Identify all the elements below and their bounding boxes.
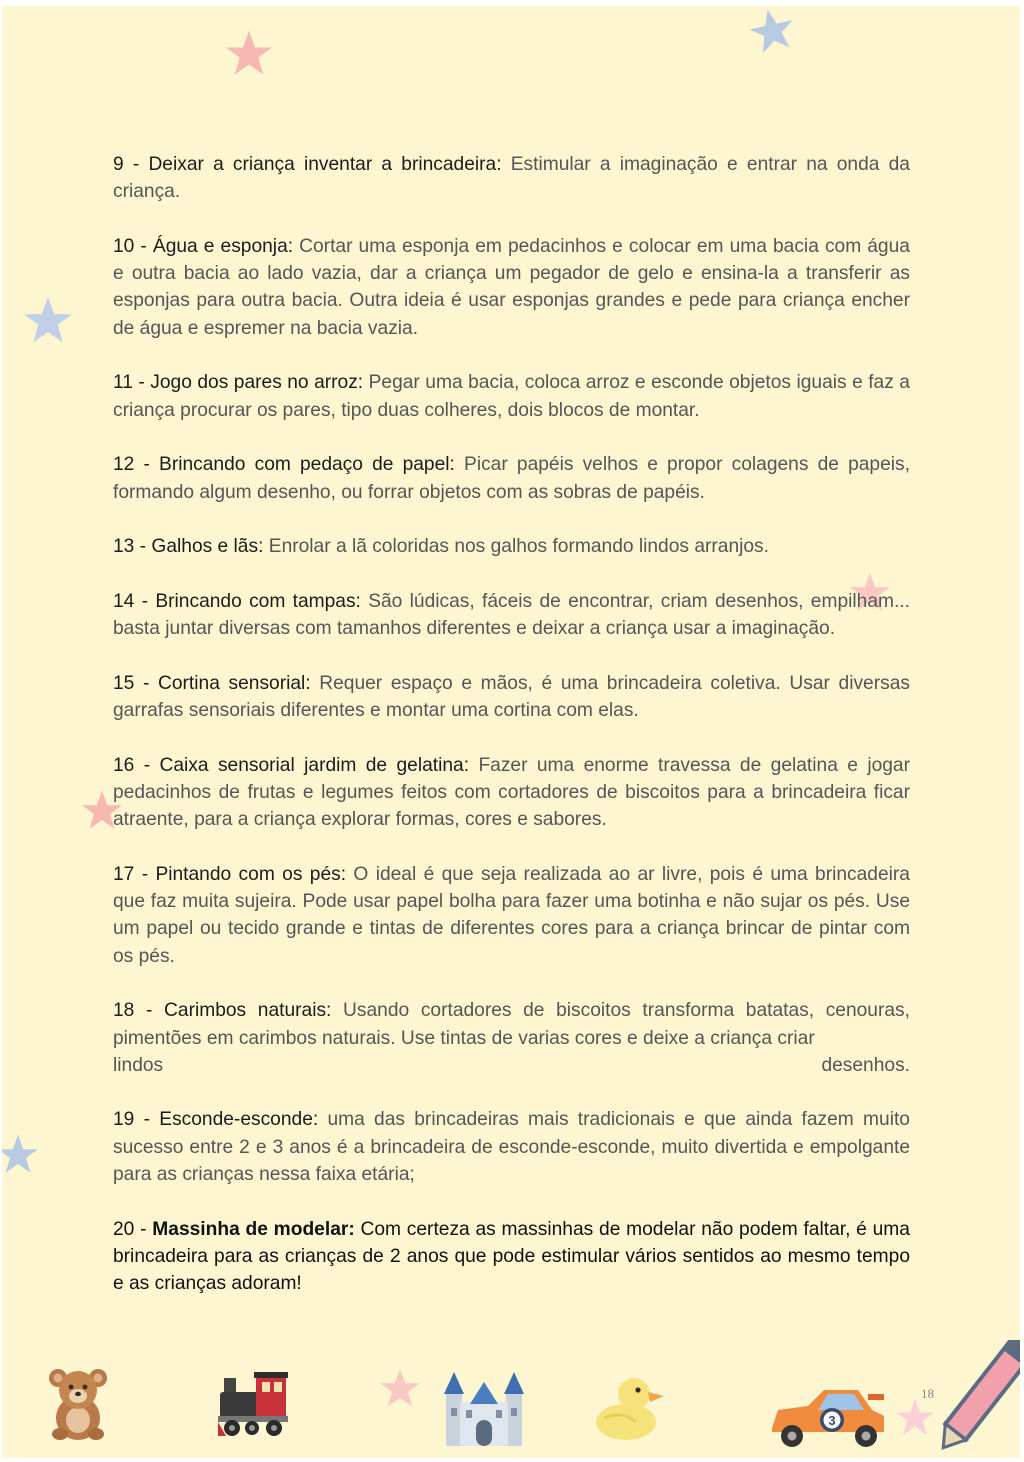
item-title: Esconde-esconde: — [159, 1109, 319, 1131]
item-number: 14 - — [113, 590, 149, 612]
pink-star-icon — [226, 30, 272, 76]
item-text: Picar papéis velhos e propor colagens de papeis, formando algum desenho, ou forrar objetos com as sobras de papéis. — [113, 454, 910, 503]
blue-star-icon — [24, 296, 72, 344]
item-text: Enrolar a lã coloridas nos galhos formando lindos arranjos. — [268, 536, 769, 558]
list-item — [113, 861, 910, 970]
item-number: 19 - — [113, 1109, 150, 1131]
list-item — [113, 451, 910, 506]
item-text: Com certeza as massinhas de modelar não podem faltar, é uma brincadeira para as crianças de 2 anos que pode estimular vários sentidos ao mesmo tempo e as crianças adoram! — [113, 1218, 910, 1295]
item-number: 9 - — [113, 154, 140, 175]
train-icon — [218, 1370, 290, 1438]
item-number: 16 - — [113, 754, 151, 776]
item-number: 18 - — [113, 1000, 153, 1022]
pink-star-icon — [380, 1368, 420, 1408]
list-item — [113, 151, 910, 206]
item-text: Estimular a imaginação e entrar na onda da criança. — [113, 154, 910, 203]
blue-star-icon — [2, 1134, 38, 1174]
document-page — [2, 6, 1020, 1458]
item-title: Brincando com tampas: — [155, 590, 361, 612]
item-number: 12 - — [113, 454, 150, 476]
item-title: Caixa sensorial jardim de gelatina: — [159, 754, 470, 776]
item-text: Fazer uma enorme travessa de gelatina e jogar pedacinhos de frutas e legumes feitos com cortadores de biscoitos para a brincadeira ficar atraente, para a criança explorar formas, cores e sabores. — [113, 754, 910, 831]
item-number: 13 - — [113, 536, 147, 558]
item-text: Pegar uma bacia, coloca arroz e esconde objetos iguais e faz a criança procurar os pares, tipo duas colheres, dois blocos de montar. — [113, 372, 910, 421]
castle-icon — [442, 1368, 526, 1448]
item-text: uma das brincadeiras mais tradicionais e que ainda fazem muito sucesso entre 2 e 3 anos é a brincadeira de esconde-esconde, muito divertida e empolgante para as crianças nessa faixa etária; — [113, 1109, 910, 1185]
item-text: Usando cortadores de biscoitos transforma batatas, cenouras, pimentões em carimbos naturais. Use tintas de varias cores e deixe a criança criar — [113, 1000, 910, 1049]
item-title: Massinha de modelar: — [152, 1218, 355, 1240]
item-title: Água e esponja: — [152, 235, 294, 257]
item-title: Galhos e lãs: — [151, 536, 264, 558]
list-item — [113, 233, 910, 342]
list-item — [113, 588, 910, 643]
item-text: Cortar uma esponja em pedacinhos e colocar em uma bacia com água e outra bacia ao lado vazia, dar a criança um pegador de gelo e ensina-la a transferir as esponjas para outra bacia. Outra ideia é usar esponjas grandes e pede para criança encher de água e espremer na bacia vazia. — [113, 235, 910, 339]
item-title: Carimbos naturais: — [164, 1000, 332, 1022]
item-text: Requer espaço e mãos, é uma brincadeira coletiva. Usar diversas garrafas sensoriais diferentes e montar uma cortina com elas. — [113, 672, 910, 721]
pink-star-icon — [896, 1398, 934, 1436]
page-number: 18 — [921, 1386, 934, 1401]
pencil-icon — [940, 1340, 1020, 1458]
item-number: 17 - — [113, 863, 149, 885]
svg-text:3: 3 — [828, 1413, 836, 1428]
list-item — [113, 1216, 910, 1298]
item-title: Pintando com os pés: — [155, 863, 347, 885]
list-item — [113, 997, 910, 1079]
teddy-bear-icon — [46, 1366, 110, 1442]
list-item — [113, 533, 910, 560]
list-item — [113, 752, 910, 834]
activity-list — [113, 151, 910, 1325]
item-number: 20 - — [113, 1218, 147, 1240]
item-text-last-line: lindos desenhos. — [113, 1054, 910, 1076]
item-title: Brincando com pedaço de papel: — [159, 454, 455, 476]
item-title: Jogo dos pares no arroz: — [150, 372, 364, 394]
rubber-duck-icon — [592, 1372, 666, 1444]
list-item — [113, 369, 910, 424]
item-text: São lúdicas, fáceis de encontrar, criam desenhos, empilham... basta juntar diversas com tamanhos diferentes e deixar a criança usar a imaginação. — [113, 590, 910, 640]
item-number: 15 - — [113, 672, 150, 694]
item-text: O ideal é que seja realizada ao ar livre, pois é uma brincadeira que faz muita sujeira. Pode usar papel bolha para fazer uma botinha e não sujar os pés. Use um papel ou tecido grande e tintas de diferentes cores para a criança brincar de pintar com os pés. — [113, 863, 910, 967]
item-number: 10 - — [113, 235, 147, 257]
race-car-icon — [768, 1380, 888, 1450]
blue-star-icon — [750, 8, 794, 52]
list-item — [113, 670, 910, 725]
item-title: Deixar a criança inventar a brincadeira: — [148, 154, 502, 175]
item-number: 11 - — [113, 372, 145, 394]
list-item — [113, 1106, 910, 1188]
item-title: Cortina sensorial: — [158, 672, 311, 694]
